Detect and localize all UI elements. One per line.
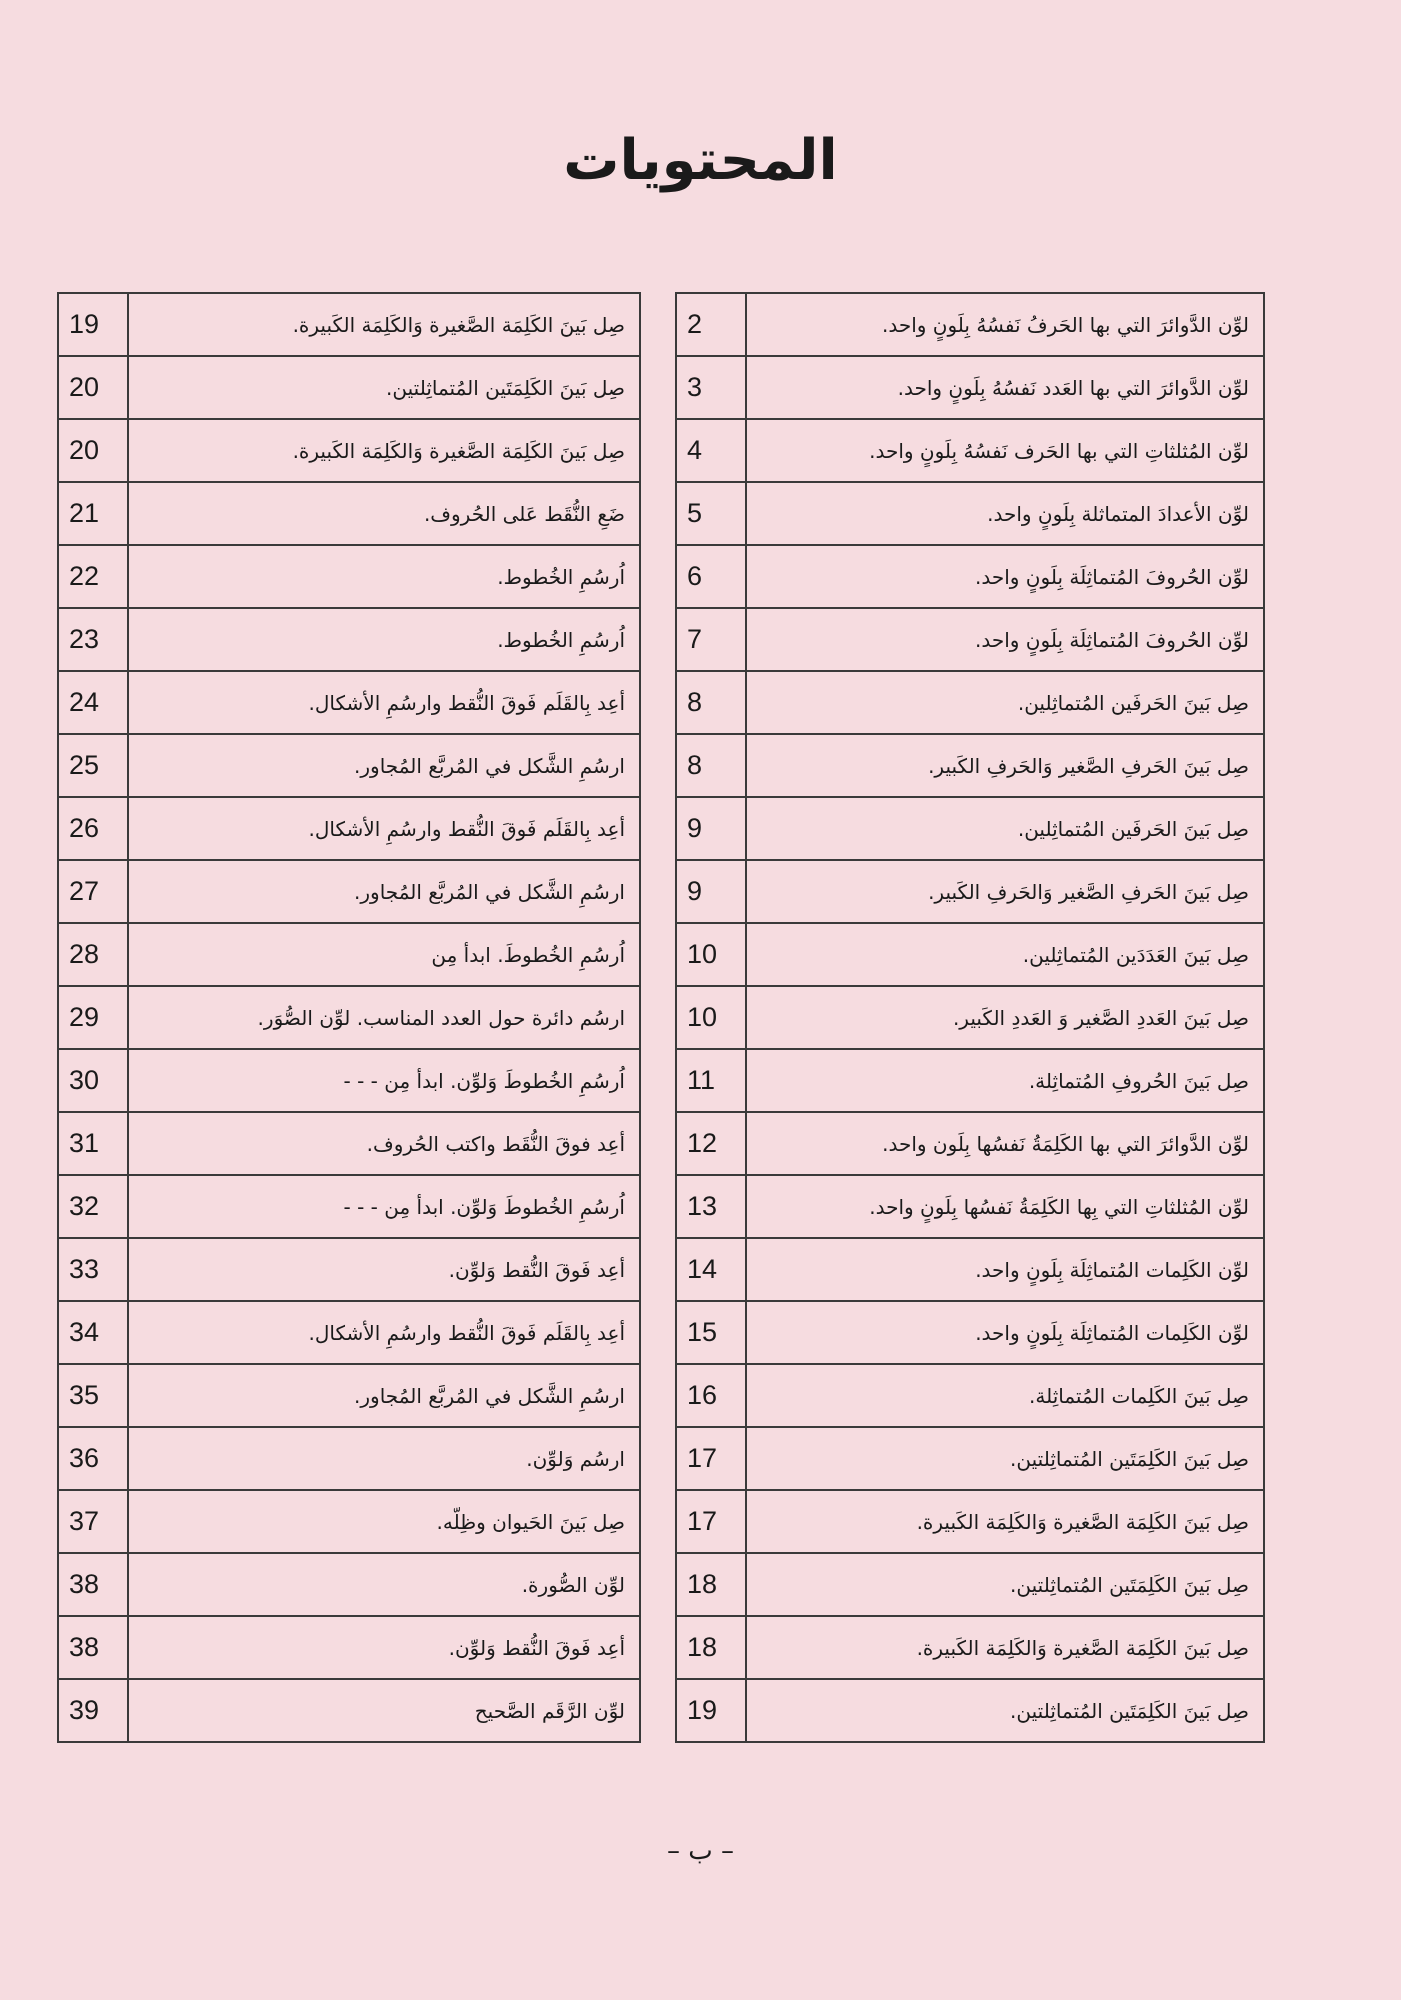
toc-row <box>676 1553 1264 1616</box>
toc-table-right <box>675 292 1265 1743</box>
toc-row <box>58 734 640 797</box>
toc-row <box>58 860 640 923</box>
toc-row <box>676 986 1264 1049</box>
toc-row <box>676 1364 1264 1427</box>
toc-row <box>676 734 1264 797</box>
toc-entry-text: اُرسُمِ الخُطوط. <box>128 545 640 608</box>
toc-entry-text: لوِّن الكَلِمات المُتماثِلَة بِلَونٍ واحد. <box>746 1238 1264 1301</box>
toc-entry-text: ضَعِ النُّقَط عَلى الحُروف. <box>128 482 640 545</box>
toc-row <box>58 1301 640 1364</box>
toc-row <box>58 671 640 734</box>
toc-entry-page: 20 <box>58 419 128 482</box>
toc-entry-page: 14 <box>676 1238 746 1301</box>
toc-entry-page: 8 <box>676 671 746 734</box>
toc-entry-text: صِل بَينَ الكَلِمَة الصَّغيرة وَالكَلِمَة الكَبيرة. <box>128 293 640 356</box>
toc-entry-page: 7 <box>676 608 746 671</box>
toc-entry-text: صِل بَينَ الحُروفِ المُتماثِلة. <box>746 1049 1264 1112</box>
toc-entry-page: 17 <box>676 1490 746 1553</box>
toc-row <box>676 1112 1264 1175</box>
toc-entry-text: صِل بَينَ الحَرفَين المُتماثِلين. <box>746 797 1264 860</box>
toc-entry-page: 13 <box>676 1175 746 1238</box>
toc-entry-page: 32 <box>58 1175 128 1238</box>
toc-entry-page: 8 <box>676 734 746 797</box>
toc-entry-text: لوِّن الرَّقَم الصَّحيح <box>128 1679 640 1742</box>
toc-entry-page: 18 <box>676 1553 746 1616</box>
toc-entry-text: صِل بَينَ العَدَدَين المُتماثِلين. <box>746 923 1264 986</box>
toc-entry-text: ارسُمِ الشَّكل في المُربَّع المُجاور. <box>128 734 640 797</box>
toc-row <box>58 1175 640 1238</box>
toc-entry-page: 12 <box>676 1112 746 1175</box>
toc-row <box>58 923 640 986</box>
toc-entry-text: ارسُم دائرة حول العدد المناسب. لوِّن الصُّوَر. <box>128 986 640 1049</box>
toc-row <box>676 545 1264 608</box>
toc-row <box>676 1616 1264 1679</box>
toc-entry-text: لوِّن المُثلثاتِ التي بها الحَرف نَفسُهُ بِلَونٍ واحد. <box>746 419 1264 482</box>
toc-entry-page: 18 <box>676 1616 746 1679</box>
page-number-footer: – ب – <box>666 1836 734 1866</box>
toc-row <box>676 419 1264 482</box>
toc-entry-page: 26 <box>58 797 128 860</box>
toc-row <box>58 293 640 356</box>
toc-entry-page: 19 <box>58 293 128 356</box>
toc-entry-text: لوِّن الحُروفَ المُتماثِلَة بِلَونٍ واحد. <box>746 545 1264 608</box>
toc-row <box>58 1427 640 1490</box>
toc-entry-text: أعِد فَوقَ النُّقط وَلوِّن. <box>128 1616 640 1679</box>
toc-entry-text: صِل بَينَ الكَلِمَة الصَّغيرة وَالكَلِمَة الكَبيرة. <box>746 1490 1264 1553</box>
toc-entry-text: ارسُم وَلوِّن. <box>128 1427 640 1490</box>
toc-entry-text: صِل بَينَ الكَلِمَتَين المُتماثِلتين. <box>746 1679 1264 1742</box>
toc-row <box>58 608 640 671</box>
toc-entry-text: صِل بَينَ الحَرفِ الصَّغير وَالحَرفِ الكَبير. <box>746 860 1264 923</box>
toc-entry-text: لوِّن المُثلثاتِ التي بِها الكَلِمَةُ نَفسُها بِلَونٍ واحد. <box>746 1175 1264 1238</box>
toc-entry-text: صِل بَينَ الحَرفِ الصَّغير وَالحَرفِ الكَبير. <box>746 734 1264 797</box>
toc-row <box>58 797 640 860</box>
toc-entry-page: 29 <box>58 986 128 1049</box>
toc-entry-page: 24 <box>58 671 128 734</box>
toc-entry-page: 20 <box>58 356 128 419</box>
toc-row <box>676 1490 1264 1553</box>
toc-entry-page: 16 <box>676 1364 746 1427</box>
toc-row <box>676 1679 1264 1742</box>
toc-entry-text: صِل بَينَ الحَيوان وظِلّه. <box>128 1490 640 1553</box>
toc-entry-page: 9 <box>676 860 746 923</box>
toc-entry-page: 10 <box>676 923 746 986</box>
toc-entry-page: 5 <box>676 482 746 545</box>
toc-entry-text: ارسُمِ الشَّكل في المُربَّع المُجاور. <box>128 860 640 923</box>
toc-entry-page: 38 <box>58 1616 128 1679</box>
toc-entry-page: 31 <box>58 1112 128 1175</box>
toc-entry-page: 19 <box>676 1679 746 1742</box>
toc-entry-text: ارسُمِ الشَّكل في المُربَّع المُجاور. <box>128 1364 640 1427</box>
toc-row <box>58 545 640 608</box>
toc-entry-page: 27 <box>58 860 128 923</box>
toc-entry-page: 22 <box>58 545 128 608</box>
toc-row <box>676 923 1264 986</box>
toc-entry-page: 23 <box>58 608 128 671</box>
toc-row <box>676 482 1264 545</box>
toc-entry-page: 35 <box>58 1364 128 1427</box>
toc-entry-text: لوِّن الدَّوائرَ التي بها العَدد نَفسُهُ بِلَونٍ واحد. <box>746 356 1264 419</box>
toc-entry-text: لوِّن الدَّوائرَ التي بها الحَرفُ نَفسُهُ بِلَونٍ واحد. <box>746 293 1264 356</box>
toc-row <box>676 1238 1264 1301</box>
toc-entry-page: 25 <box>58 734 128 797</box>
toc-row <box>676 1301 1264 1364</box>
toc-entry-page: 39 <box>58 1679 128 1742</box>
toc-entry-page: 11 <box>676 1049 746 1112</box>
toc-entry-page: 15 <box>676 1301 746 1364</box>
toc-entry-page: 21 <box>58 482 128 545</box>
toc-row <box>58 1238 640 1301</box>
toc-entry-text: أعِد بِالقَلَم فَوقَ النُّقط وارسُمِ الأشكال. <box>128 1301 640 1364</box>
toc-entry-text: اُرسُمِ الخُطوطَ وَلوِّن. ابدأ مِن - - - <box>128 1049 640 1112</box>
toc-entry-text: صِل بَينَ الكَلِمات المُتماثِلة. <box>746 1364 1264 1427</box>
toc-entry-page: 9 <box>676 797 746 860</box>
toc-entry-text: اُرسُمِ الخُطوطَ. ابدأ مِن <box>128 923 640 986</box>
toc-row <box>676 293 1264 356</box>
toc-row <box>58 356 640 419</box>
toc-row <box>58 482 640 545</box>
toc-row <box>676 797 1264 860</box>
toc-entry-page: 6 <box>676 545 746 608</box>
toc-row <box>58 1049 640 1112</box>
toc-row <box>58 1553 640 1616</box>
toc-entry-text: اُرسُمِ الخُطوطَ وَلوِّن. ابدأ مِن - - - <box>128 1175 640 1238</box>
toc-entry-text: أعِد بِالقَلَم فَوقَ النُّقط وارسُمِ الأشكال. <box>128 671 640 734</box>
toc-entry-text: لوِّن الصُّورة. <box>128 1553 640 1616</box>
toc-entry-page: 36 <box>58 1427 128 1490</box>
toc-entry-page: 10 <box>676 986 746 1049</box>
toc-entry-text: صِل بَينَ الكَلِمَتَين المُتماثِلتين. <box>746 1427 1264 1490</box>
toc-entry-text: صِل بَينَ الكَلِمَة الصَّغيرة وَالكَلِمَة الكَبيرة. <box>746 1616 1264 1679</box>
toc-row <box>676 1175 1264 1238</box>
toc-entry-page: 28 <box>58 923 128 986</box>
toc-row <box>58 1112 640 1175</box>
toc-entry-text: أعِد فوقَ النُّقَط واكتب الحُروف. <box>128 1112 640 1175</box>
toc-row <box>676 1427 1264 1490</box>
toc-row <box>676 671 1264 734</box>
toc-entry-page: 37 <box>58 1490 128 1553</box>
toc-entry-page: 38 <box>58 1553 128 1616</box>
toc-entry-text: صِل بَينَ الكَلِمَتَين المُتماثِلتين. <box>746 1553 1264 1616</box>
toc-entry-page: 4 <box>676 419 746 482</box>
toc-entry-page: 3 <box>676 356 746 419</box>
toc-entry-page: 30 <box>58 1049 128 1112</box>
toc-row <box>58 986 640 1049</box>
toc-row <box>676 1049 1264 1112</box>
toc-entry-text: اُرسُمِ الخُطوط. <box>128 608 640 671</box>
toc-entry-page: 2 <box>676 293 746 356</box>
toc-row <box>58 1616 640 1679</box>
page-title: المحتويات <box>563 128 838 193</box>
toc-row <box>58 1364 640 1427</box>
toc-entry-text: صِل بَينَ الحَرفَين المُتماثِلين. <box>746 671 1264 734</box>
toc-entry-text: لوِّن الحُروفَ المُتماثِلَة بِلَونٍ واحد. <box>746 608 1264 671</box>
toc-entry-text: لوِّن الأعدادَ المتماثلة بِلَونٍ واحد. <box>746 482 1264 545</box>
toc-row <box>676 860 1264 923</box>
toc-row <box>58 419 640 482</box>
toc-row <box>58 1679 640 1742</box>
toc-entry-page: 34 <box>58 1301 128 1364</box>
toc-entry-text: لوِّن الدَّوائرَ التي بها الكَلِمَةُ نَفسُها بِلَون واحد. <box>746 1112 1264 1175</box>
toc-row <box>676 608 1264 671</box>
toc-row <box>58 1490 640 1553</box>
toc-entry-text: صِل بَينَ العَددِ الصَّغير وَ العَددِ الكَبير. <box>746 986 1264 1049</box>
toc-entry-text: صِل بَينَ الكَلِمَة الصَّغيرة وَالكَلِمَة الكَبيرة. <box>128 419 640 482</box>
toc-entry-page: 17 <box>676 1427 746 1490</box>
toc-entry-text: أعِد فَوقَ النُّقط وَلوِّن. <box>128 1238 640 1301</box>
toc-entry-page: 33 <box>58 1238 128 1301</box>
toc-entry-text: صِل بَينَ الكَلِمَتَين المُتماثِلتين. <box>128 356 640 419</box>
toc-row <box>676 356 1264 419</box>
toc-entry-text: أعِد بِالقَلَم فَوقَ النُّقط وارسُمِ الأشكال. <box>128 797 640 860</box>
toc-entry-text: لوِّن الكَلِمات المُتماثِلَة بِلَونٍ واحد. <box>746 1301 1264 1364</box>
toc-table-left <box>57 292 641 1743</box>
